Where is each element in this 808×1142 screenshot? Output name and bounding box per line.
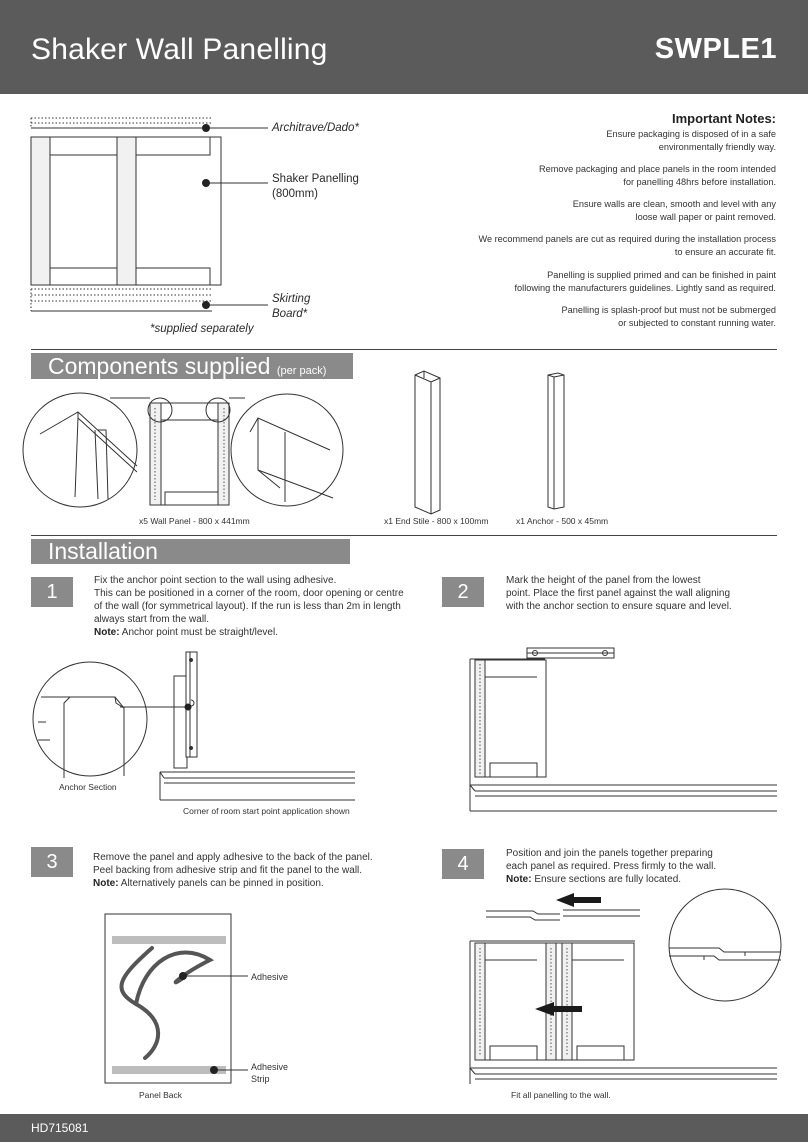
adhesive-strip-label-2: Strip [251, 1074, 270, 1084]
architrave-label: Architrave/Dado* [272, 122, 359, 134]
step-1-text: Fix the anchor point section to the wall using adhesive. This can be positioned in a corner of the room, door opening or centre of the wall (for symmetrical layout). If the run is less than 2m in length always start from the wall. Note: Anchor point must be straight/level. [94, 575, 404, 638]
installation-title: Installation [48, 538, 158, 564]
step-3-text: Remove the panel and apply adhesive to the back of the panel. Peel backing from adhesive strip and fit the panel to the wall. Note: Alternatively panels can be pinned in position. [93, 852, 373, 889]
shaker-panelling-label: Shaker Panelling [272, 173, 359, 185]
components-subtitle: (per pack) [276, 365, 327, 377]
product-code: SWPLE1 [654, 33, 777, 65]
adhesive-strip-label: Adhesive [251, 1062, 289, 1072]
notes-title: Important Notes: [672, 111, 776, 126]
step-4-text: Position and join the panels together preparing each panel as required. Press firmly to the wall. Note: Ensure sections are fully located. [506, 848, 717, 885]
wall-panel-caption: x5 Wall Panel - 800 x 441mm [139, 516, 250, 526]
page-title: Shaker Wall Panelling [31, 33, 328, 66]
footer-bar [0, 1114, 808, 1142]
step-4-number: 4 [442, 849, 484, 879]
step-2-text: Mark the height of the panel from the lowest point. Place the first panel against the wall aligning with the anchor section to ensure square and level. [506, 575, 732, 612]
note-item: Remove packaging and place panels in the room intended for panelling 48hrs before installation. [539, 164, 776, 188]
step-1-number: 1 [31, 577, 73, 607]
document-code: HD715081 [31, 1121, 89, 1135]
end-stile-caption: x1 End Stile - 800 x 100mm [384, 516, 489, 526]
step-2-number: 2 [442, 577, 484, 607]
note-item: Ensure walls are clean, smooth and level with any loose wall paper or paint removed. [572, 199, 776, 223]
supplied-separately-note: *supplied separately [150, 323, 254, 335]
adhesive-label: Adhesive [251, 972, 289, 982]
anchor-section-caption: Anchor Section [59, 782, 117, 792]
skirting-label-2: Board* [272, 308, 308, 320]
step-3-number: 3 [31, 847, 73, 877]
note-item: We recommend panels are cut as required during the installation process to ensure an accurate fit. [478, 234, 776, 258]
skirting-label: Skirting [272, 293, 311, 305]
note-item: Ensure packaging is disposed of in a safe environmentally friendly way. [606, 129, 776, 153]
note-item: Panelling is supplied primed and can be finished in paint following the manufacturers guidelines. Lightly sand as required. [514, 269, 776, 293]
shaker-size-label: (800mm) [272, 188, 319, 200]
note-item: Panelling is splash-proof but must not be submerged or subjected to constant running water. [561, 304, 776, 328]
fit-panelling-caption: Fit all panelling to the wall. [511, 1090, 611, 1100]
panel-back-caption: Panel Back [139, 1090, 182, 1100]
corner-start-caption: Corner of room start point application shown [183, 806, 350, 816]
components-title: Components supplied (per pack) [48, 353, 327, 379]
anchor-caption: x1 Anchor - 500 x 45mm [516, 516, 609, 526]
